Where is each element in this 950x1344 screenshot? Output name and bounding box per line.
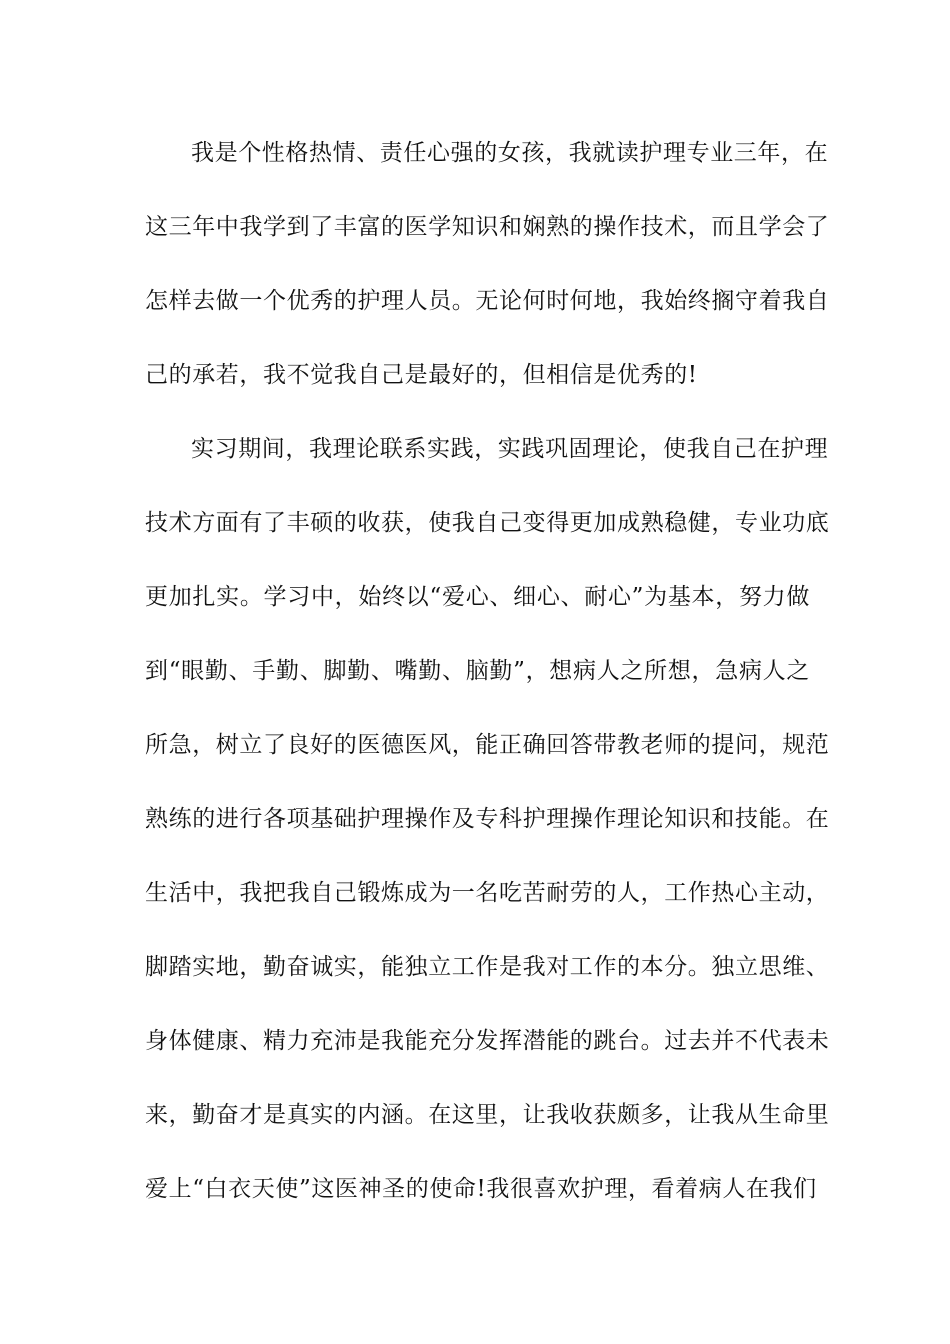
paragraph-line: 己的承若，我不觉我自己是最好的，但相信是优秀的!: [145, 362, 698, 388]
paragraph-line: 技术方面有了丰硕的收获，使我自己变得更加成熟稳健，专业功底: [145, 510, 830, 536]
paragraph-line: 身体健康、精力充沛是我能充分发挥潜能的跳台。过去并不代表未: [145, 1028, 830, 1054]
paragraph-line: 生活中，我把我自己锻炼成为一名吃苦耐劳的人，工作热心主动，: [145, 880, 830, 906]
paragraph-line: 所急，树立了良好的医德医风，能正确回答带教老师的提问，规范: [145, 732, 830, 758]
paragraph-line: 熟练的进行各项基础护理操作及专科护理操作理论知识和技能。在: [145, 806, 830, 832]
paragraph-line: 实习期间，我理论联系实践，实践巩固理论，使我自己在护理: [191, 436, 829, 462]
paragraph-line: 怎样去做一个优秀的护理人员。无论何时何地，我始终搁守着我自: [145, 288, 830, 314]
paragraph-line: 来，勤奋才是真实的内涵。在这里，让我收获颇多，让我从生命里: [145, 1102, 830, 1128]
paragraph-line: 这三年中我学到了丰富的医学知识和娴熟的操作技术，而且学会了: [145, 214, 830, 240]
paragraph-line: 爱上“白衣天使”这医神圣的使命!我很喜欢护理，看着病人在我们: [145, 1176, 817, 1202]
paragraph-line: 到“眼勤、手勤、脚勤、嘴勤、脑勤”，想病人之所想，急病人之: [145, 658, 810, 684]
paragraph-line: 更加扎实。学习中，始终以“爱心、细心、耐心”为基本，努力做: [145, 584, 810, 610]
paragraph-line: 我是个性格热情、责任心强的女孩，我就读护理专业三年，在: [191, 140, 829, 166]
paragraph-line: 脚踏实地，勤奋诚实，能独立工作是我对工作的本分。独立思维、: [145, 954, 830, 980]
